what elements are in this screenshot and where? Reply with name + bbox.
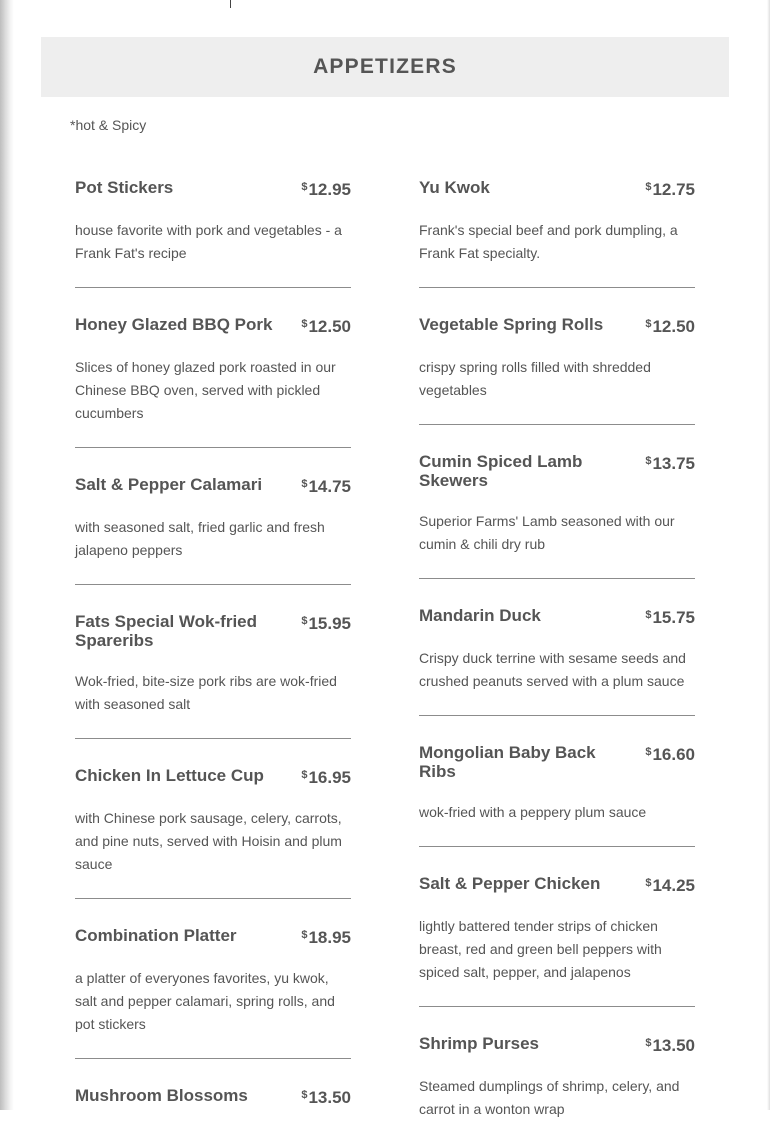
menu-item-name: Combination Platter: [75, 926, 237, 945]
price-currency-symbol: $: [301, 615, 308, 627]
price-currency-symbol: $: [301, 929, 308, 941]
price-amount: 16.60: [652, 745, 695, 764]
menu-item-description: Superior Farms' Lamb seasoned with our cumin & chili dry rub: [419, 513, 675, 552]
menu-item: [419, 865, 695, 1007]
menu-item-name: Yu Kwok: [419, 178, 490, 197]
menu-item-header: [75, 178, 351, 199]
menu-item-description: with seasoned salt, fried garlic and fresh jalapeno peppers: [75, 519, 325, 558]
menu-item-price: [645, 315, 695, 336]
menu-item: [75, 466, 351, 585]
menu-item-name: Vegetable Spring Rolls: [419, 315, 604, 334]
menu-item-description: Wok-fried, bite-size pork ribs are wok-fried with seasoned salt: [75, 673, 337, 712]
price-amount: 12.95: [308, 180, 351, 199]
divider-tick: [230, 0, 231, 8]
menu-item: [419, 443, 695, 579]
menu-item-name: Mandarin Duck: [419, 606, 541, 625]
menu-item: [75, 306, 351, 448]
price-amount: 12.75: [652, 180, 695, 199]
menu-item-price: [301, 178, 351, 199]
menu-item-header: [75, 315, 351, 336]
price-amount: 13.75: [652, 454, 695, 473]
menu-item-name: Fats Special Wok-fried Spareribs: [75, 612, 258, 650]
menu-item-header: [75, 1086, 351, 1107]
menu-item-header: [419, 606, 695, 627]
price-amount: 15.95: [308, 614, 351, 633]
menu-item-price: [645, 606, 695, 627]
menu-item-price: [301, 315, 351, 336]
menu-item-description: lightly battered tender strips of chicken breast, red and green bell peppers with spiced salt, pepper, and jalapenos: [419, 918, 662, 980]
menu-item: [419, 597, 695, 716]
menu-item-header: [75, 612, 351, 650]
menu-item-price: [645, 743, 695, 764]
price-currency-symbol: $: [645, 609, 652, 621]
menu-item-description: with Chinese pork sausage, celery, carrots, and pine nuts, served with Hoisin and plum sauce: [75, 810, 342, 872]
price-currency-symbol: $: [645, 181, 652, 193]
price-currency-symbol: $: [645, 746, 652, 758]
price-currency-symbol: $: [645, 1037, 652, 1049]
section-header: [41, 37, 729, 97]
menu-item: [419, 1025, 695, 1143]
menu-item-price: [301, 1086, 351, 1107]
menu-item-name: Salt & Pepper Calamari: [75, 475, 263, 494]
menu-item: [75, 917, 351, 1059]
page-edge-shadow: [0, 0, 14, 1110]
menu-item-name: Honey Glazed BBQ Pork: [75, 315, 273, 334]
menu-item-name: Mongolian Baby Back Ribs: [419, 743, 596, 781]
menu-item: [75, 1077, 351, 1129]
price-amount: 13.50: [652, 1036, 695, 1055]
menu-item: [75, 169, 351, 288]
menu-item: [419, 169, 695, 288]
menu-column-right: [419, 169, 695, 1143]
price-currency-symbol: $: [301, 769, 308, 781]
menu-item-header: [75, 926, 351, 947]
menu-column-left: [75, 169, 351, 1129]
menu-item-name: Pot Stickers: [75, 178, 174, 197]
menu-item-description: a platter of everyones favorites, yu kwok, salt and pepper calamari, spring rolls, and pot stickers: [75, 970, 335, 1032]
menu-item-header: [419, 178, 695, 199]
price-currency-symbol: $: [645, 318, 652, 330]
menu-item-header: [419, 1034, 695, 1055]
menu-item-name: Cumin Spiced Lamb Skewers: [419, 452, 583, 490]
menu-item-description: house favorite with pork and vegetables - a Frank Fat's recipe: [75, 222, 342, 261]
menu-item-header: [75, 766, 351, 787]
price-amount: 15.75: [652, 608, 695, 627]
menu-item-price: [645, 178, 695, 199]
spicy-note: *hot & Spicy: [70, 117, 147, 133]
menu-item-price: [301, 612, 351, 633]
price-amount: 14.25: [652, 876, 695, 895]
menu-item-price: [645, 1034, 695, 1055]
menu-item-description: Frank's special beef and pork dumpling, a Frank Fat specialty.: [419, 222, 678, 261]
price-currency-symbol: $: [301, 1089, 308, 1101]
menu-item-header: [75, 475, 351, 496]
menu-item-header: [419, 874, 695, 895]
price-currency-symbol: $: [645, 877, 652, 889]
menu-item-price: [301, 475, 351, 496]
menu-item: [75, 757, 351, 899]
menu-item-header: [419, 315, 695, 336]
menu-item-description: wok-fried with a peppery plum sauce: [419, 804, 647, 820]
menu-item-price: [645, 874, 695, 895]
menu-item-name: Mushroom Blossoms: [75, 1086, 248, 1105]
menu-item-price: [645, 452, 695, 473]
price-amount: 14.75: [308, 477, 351, 496]
price-amount: 16.95: [308, 768, 351, 787]
price-currency-symbol: $: [645, 455, 652, 467]
menu-item-description: crispy spring rolls filled with shredded vegetables: [419, 359, 651, 398]
price-amount: 13.50: [308, 1088, 351, 1107]
section-title: APPETIZERS: [313, 55, 457, 78]
price-amount: 18.95: [308, 928, 351, 947]
menu-item-price: [301, 766, 351, 787]
price-currency-symbol: $: [301, 318, 308, 330]
menu-item-name: Chicken In Lettuce Cup: [75, 766, 264, 785]
price-amount: 12.50: [308, 317, 351, 336]
menu-item-name: Salt & Pepper Chicken: [419, 874, 601, 893]
price-amount: 12.50: [652, 317, 695, 336]
menu-item-name: Shrimp Purses: [419, 1034, 539, 1053]
menu-item: [419, 306, 695, 425]
menu-item-header: [419, 743, 695, 781]
price-currency-symbol: $: [301, 181, 308, 193]
menu-item: [75, 603, 351, 739]
menu-item-description: Crispy duck terrine with sesame seeds and crushed peanuts served with a plum sauce: [419, 650, 686, 689]
menu-item: [419, 734, 695, 847]
menu-item-header: [419, 452, 695, 490]
menu-item-description: Slices of honey glazed pork roasted in our Chinese BBQ oven, served with pickled cucumbers: [75, 359, 336, 421]
menu-item-description: Steamed dumplings of shrimp, celery, and carrot in a wonton wrap: [419, 1078, 680, 1117]
menu-item-price: [301, 926, 351, 947]
price-currency-symbol: $: [301, 478, 308, 490]
